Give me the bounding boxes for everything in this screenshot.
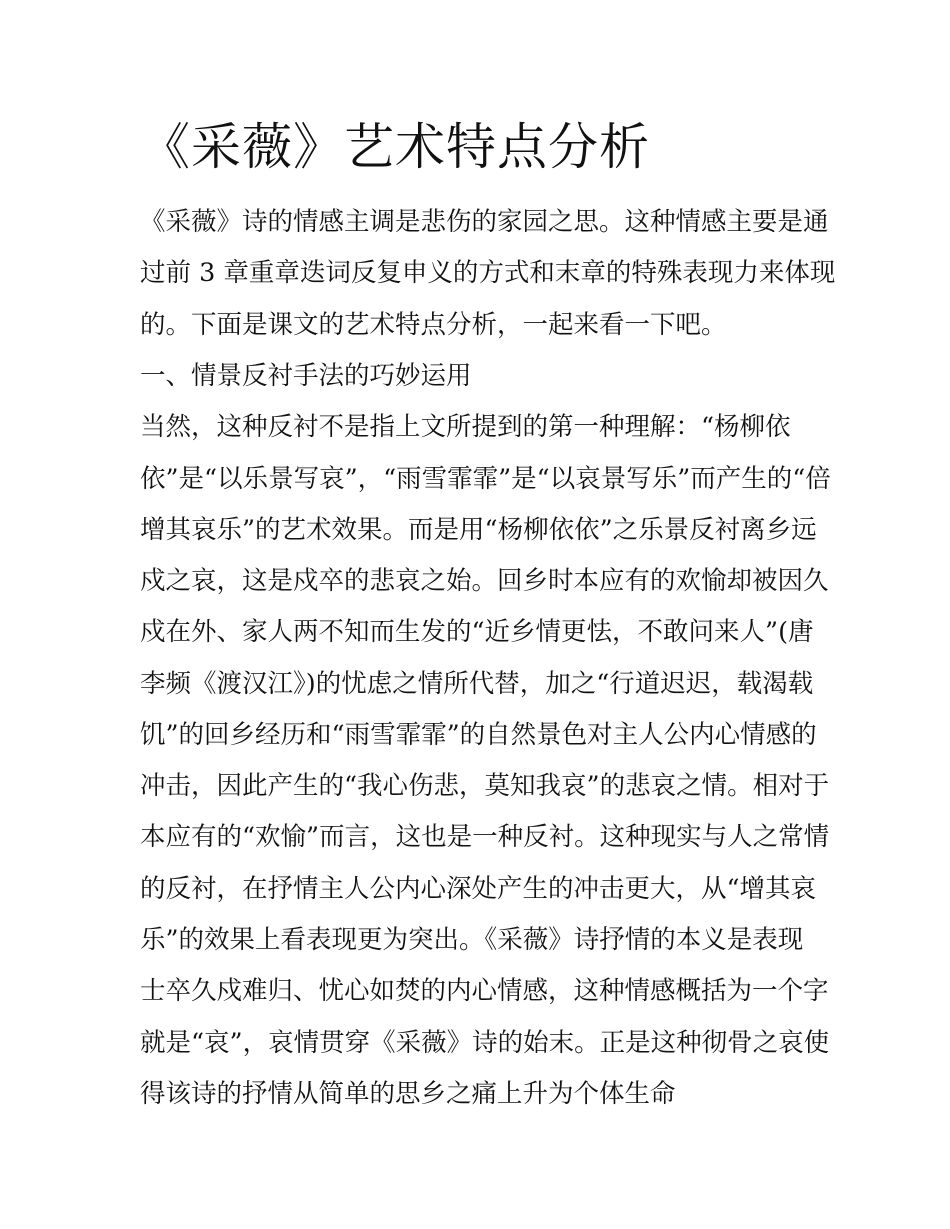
paragraph-line: 得该诗的抒情从简单的思乡之痛上升为个体生命 — [140, 1079, 676, 1109]
paragraph-line: 士卒久戍难归、忧心如焚的内心情感，这种情感概括为一个字 — [140, 976, 829, 1006]
paragraph-line: 乐”的效果上看表现更为突出。《采薇》诗抒情的本义是表现 — [140, 925, 804, 955]
paragraph-line: 就是“哀”，哀情贯穿《采薇》诗的始末。正是这种彻骨之哀使 — [140, 1028, 830, 1058]
paragraph-line: 饥”的回乡经历和“雨雪霏霏”的自然景色对主人公内心情感的 — [140, 720, 817, 750]
paragraph-line: 的。下面是课文的艺术特点分析，一起来看一下吧。 — [140, 310, 727, 340]
page-title: 《采薇》艺术特点分析 — [140, 118, 650, 176]
paragraph-line: 过前 3 章重章迭词反复申义的方式和末章的特殊表现力来体现 — [140, 258, 836, 288]
paragraph-line: 戍在外、家人两不知而生发的“近乡情更怯，不敢问来人”(唐 — [140, 617, 814, 647]
paragraph-line: 《采薇》诗的情感主调是悲伤的家园之思。这种情感主要是通 — [140, 207, 829, 237]
paragraph-line: 的反衬，在抒情主人公内心深处产生的冲击更大，从“增其哀 — [140, 874, 817, 904]
paragraph-line: 冲击，因此产生的“我心伤悲，莫知我哀”的悲哀之情。相对于 — [140, 771, 830, 801]
section-heading: 一、情景反衬手法的巧妙运用 — [140, 361, 472, 391]
paragraph-line: 依”是“以乐景写哀”，“雨雪霏霏”是“以哀景写乐”而产生的“倍 — [140, 464, 831, 494]
paragraph-line: 戍之哀，这是戍卒的悲哀之始。回乡时本应有的欢愉却被因久 — [140, 566, 829, 596]
paragraph-line: 当然，这种反衬不是指上文所提到的第一种理解：“杨柳依 — [140, 412, 791, 442]
paragraph-line: 李频《渡汉江》)的忧虑之情所代替，加之“行道迟迟，载渴载 — [140, 669, 814, 699]
paragraph-line: 本应有的“欢愉”而言，这也是一种反衬。这种现实与人之常情 — [140, 822, 830, 852]
paragraph-line: 增其哀乐”的艺术效果。而是用“杨柳依依”之乐景反衬离乡远 — [140, 515, 817, 545]
